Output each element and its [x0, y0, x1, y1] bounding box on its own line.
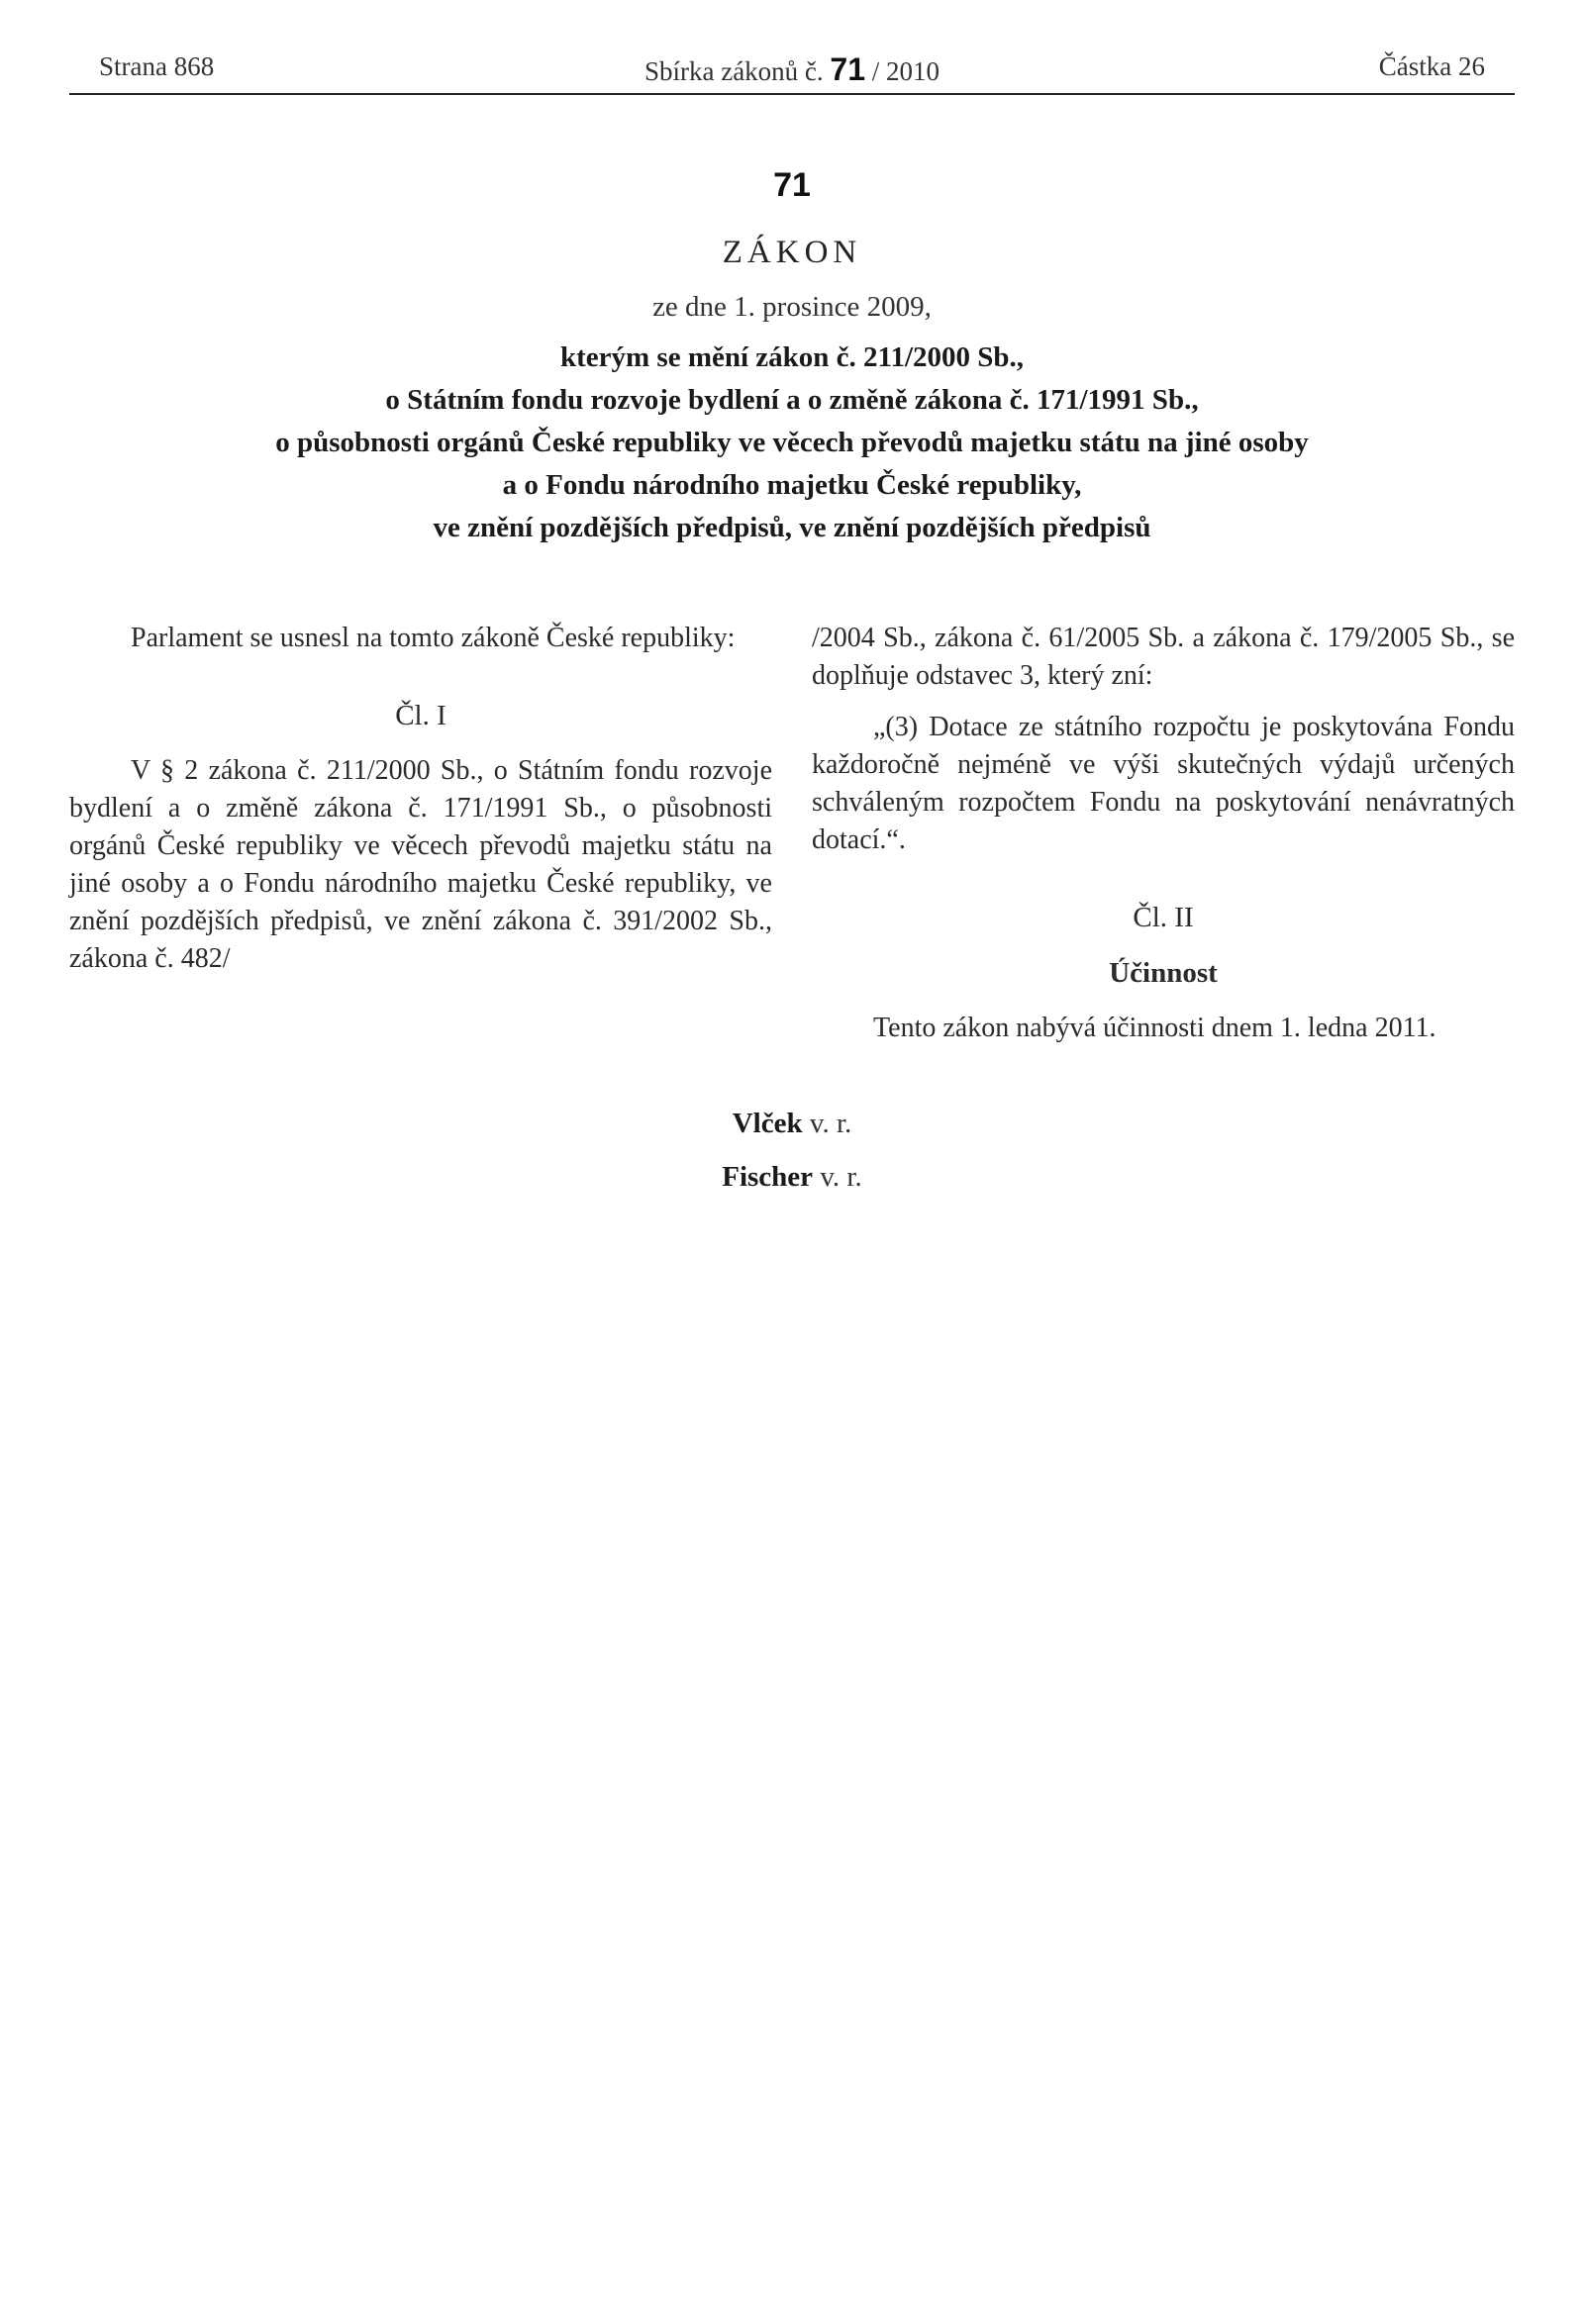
article-1-quote: „(3) Dotace ze státního rozpočtu je poskytována Fondu každoročně nejméně ve výši skutečných výdajů určených schváleným rozpočtem Fondu na poskytování nenávratných dotací.“.	[812, 712, 1515, 855]
signature-suffix: v. r.	[820, 1161, 862, 1193]
article-1-text-continued: /2004 Sb., zákona č. 61/2005 Sb. a zákona č. 179/2005 Sb., se doplňuje odstavec 3, který zní:	[812, 623, 1515, 691]
article-2-title: Účinnost	[1109, 957, 1218, 989]
law-subject-line: kterým se mění zákon č. 211/2000 Sb.,	[559, 341, 1025, 373]
preamble: Parlament se usnesl na tomto zákoně České republiky:	[131, 623, 736, 653]
collection-reference	[69, 51, 1515, 88]
signature-suffix: v. r.	[809, 1108, 852, 1139]
article-1-text: V § 2 zákona č. 211/2000 Sb., o Státním fondu rozvoje bydlení a o změně zákona č. 171/1991 Sb., o působnosti orgánů České republiky ve věcech převodů majetku státu na jiné osoby a o Fondu národního majetku České republiky, ve znění pozdějších předpisů, ve znění zákona č. 391/2002 Sb., zákona č. 482/	[69, 755, 772, 974]
page-label: Strana 868	[99, 51, 215, 81]
part-label: Částka 26	[1378, 51, 1485, 81]
signature-name: Vlček	[732, 1108, 803, 1139]
signature-name: Fischer	[722, 1161, 814, 1193]
header-rule	[69, 93, 1515, 95]
running-header	[69, 44, 1515, 93]
right-column	[812, 620, 1515, 1047]
law-subject-line: a o Fondu národního majetku České republiky,	[502, 469, 1082, 501]
signature	[0, 1150, 1584, 1204]
law-type: ZÁKON	[722, 235, 862, 270]
law-subject-line: ve znění pozdějších předpisů, ve znění pozdějších předpisů	[433, 512, 1151, 543]
collection-prefix: Sbírka zákonů č.	[644, 56, 824, 86]
law-subject-line: o působnosti orgánů České republiky ve věcech převodů majetku státu na jiné osoby	[275, 427, 1309, 458]
signature	[0, 1097, 1584, 1150]
article-2-text: Tento zákon nabývá účinnosti dnem 1. ledna 2011.	[873, 1013, 1436, 1043]
law-subject	[0, 337, 1584, 549]
collection-number: 71	[830, 51, 866, 87]
law-subject-line: o Státním fondu rozvoje bydlení a o změně zákona č. 171/1991 Sb.,	[385, 384, 1199, 416]
article-1-heading: Čl. I	[395, 700, 446, 731]
signatures	[0, 1097, 1584, 1204]
law-date: ze dne 1. prosince 2009,	[652, 291, 932, 323]
law-number: 71	[773, 166, 811, 204]
article-2-heading: Čl. II	[1133, 902, 1194, 933]
left-column	[69, 620, 772, 978]
collection-year: / 2010	[871, 56, 940, 86]
